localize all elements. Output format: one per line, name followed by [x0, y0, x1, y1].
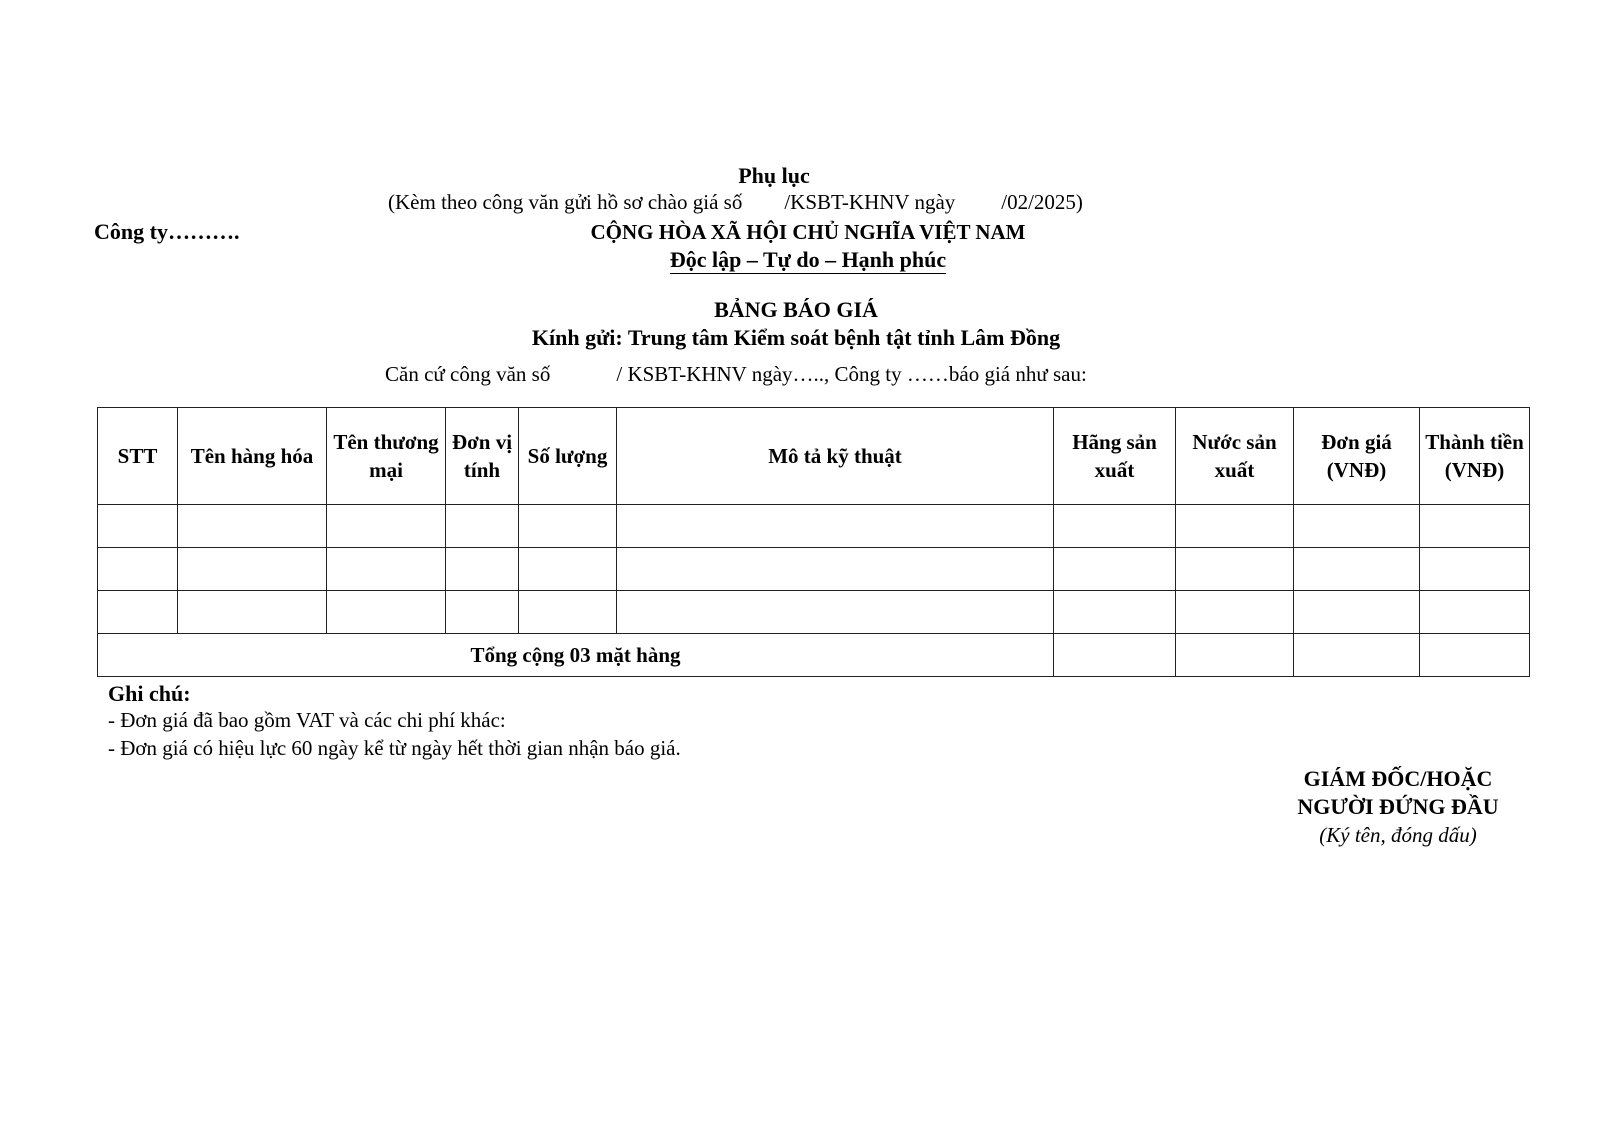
table-cell[interactable] — [98, 505, 178, 548]
table-cell[interactable] — [1420, 591, 1530, 634]
appendix-subtitle — [388, 190, 1083, 215]
table-header-row — [98, 408, 1530, 505]
table-cell[interactable] — [617, 505, 1054, 548]
appendix-subtitle-part3: /02/2025) — [1001, 190, 1083, 214]
table-cell[interactable] — [446, 505, 519, 548]
table-cell[interactable] — [327, 505, 446, 548]
header-manufacturer: Hãng sản xuất — [1054, 408, 1176, 505]
note-item: - Đơn giá có hiệu lực 60 ngày kể từ ngày hết thời gian nhận báo giá. — [108, 736, 681, 760]
basis-line — [385, 362, 1087, 387]
table-cell[interactable] — [327, 591, 446, 634]
basis-part1: Căn cứ công văn số — [385, 362, 551, 386]
table-cell[interactable] — [178, 548, 327, 591]
table-cell[interactable] — [1294, 591, 1420, 634]
company-label: Công ty………. — [94, 219, 240, 244]
motto — [520, 246, 1096, 274]
table-cell[interactable] — [519, 548, 617, 591]
total-unit-price-cell[interactable] — [1294, 634, 1420, 677]
appendix-subtitle-part2: /KSBT-KHNV ngày — [784, 190, 956, 214]
table-cell[interactable] — [617, 548, 1054, 591]
table-cell[interactable] — [519, 505, 617, 548]
header-unit-price: Đơn giá (VNĐ) — [1294, 408, 1420, 505]
header-stt: STT — [98, 408, 178, 505]
total-label: Tổng cộng 03 mặt hàng — [98, 634, 1054, 677]
table-cell[interactable] — [1420, 548, 1530, 591]
table-cell[interactable] — [1054, 505, 1176, 548]
table-cell[interactable] — [178, 505, 327, 548]
signer-instruction: (Ký tên, đóng dấu) — [1319, 823, 1477, 847]
appendix-title: Phụ lục — [738, 163, 810, 188]
header-amount: Thành tiền (VNĐ) — [1420, 408, 1530, 505]
header-trade-name: Tên thương mại — [327, 408, 446, 505]
notes-title: Ghi chú: — [108, 681, 191, 706]
table-row — [98, 548, 1530, 591]
total-manufacturer-cell[interactable] — [1054, 634, 1176, 677]
header-country: Nước sản xuất — [1176, 408, 1294, 505]
header-unit: Đơn vị tính — [446, 408, 519, 505]
table-cell[interactable] — [1176, 505, 1294, 548]
basis-part2: / KSBT-KHNV ngày….., Công ty ……báo giá như sau: — [616, 362, 1087, 386]
header-quantity: Số lượng — [519, 408, 617, 505]
table-cell[interactable] — [446, 548, 519, 591]
table-cell[interactable] — [1176, 548, 1294, 591]
signer-title-line1: GIÁM ĐỐC/HOẶC — [1303, 766, 1493, 791]
header-description: Mô tả kỹ thuật — [617, 408, 1054, 505]
motto-text: Độc lập – Tự do – Hạnh phúc — [669, 247, 947, 272]
note-item: - Đơn giá đã bao gồm VAT và các chi phí khác: — [108, 708, 506, 732]
table-cell[interactable] — [1294, 548, 1420, 591]
signer-title-line2: NGƯỜI ĐỨNG ĐẦU — [1297, 794, 1499, 819]
table-cell[interactable] — [327, 548, 446, 591]
table-row — [98, 591, 1530, 634]
table-cell[interactable] — [98, 591, 178, 634]
total-amount-cell[interactable] — [1420, 634, 1530, 677]
total-country-cell[interactable] — [1176, 634, 1294, 677]
table-cell[interactable] — [446, 591, 519, 634]
table-cell[interactable] — [617, 591, 1054, 634]
table-cell[interactable] — [519, 591, 617, 634]
table-cell[interactable] — [178, 591, 327, 634]
table-cell[interactable] — [98, 548, 178, 591]
national-title: CỘNG HÒA XÃ HỘI CHỦ NGHĨA VIỆT NAM — [590, 220, 1026, 244]
table-cell[interactable] — [1294, 505, 1420, 548]
table-cell[interactable] — [1054, 548, 1176, 591]
table-total-row — [98, 634, 1530, 677]
table-cell[interactable] — [1176, 591, 1294, 634]
table-cell[interactable] — [1054, 591, 1176, 634]
table-cell[interactable] — [1420, 505, 1530, 548]
quote-table — [97, 407, 1530, 677]
quote-title: BẢNG BÁO GIÁ — [714, 297, 878, 322]
recipient-line: Kính gửi: Trung tâm Kiểm soát bệnh tật tỉnh Lâm Đồng — [531, 325, 1061, 350]
table-row — [98, 505, 1530, 548]
appendix-subtitle-part1: (Kèm theo công văn gửi hồ sơ chào giá số — [388, 190, 743, 214]
header-item-name: Tên hàng hóa — [178, 408, 327, 505]
